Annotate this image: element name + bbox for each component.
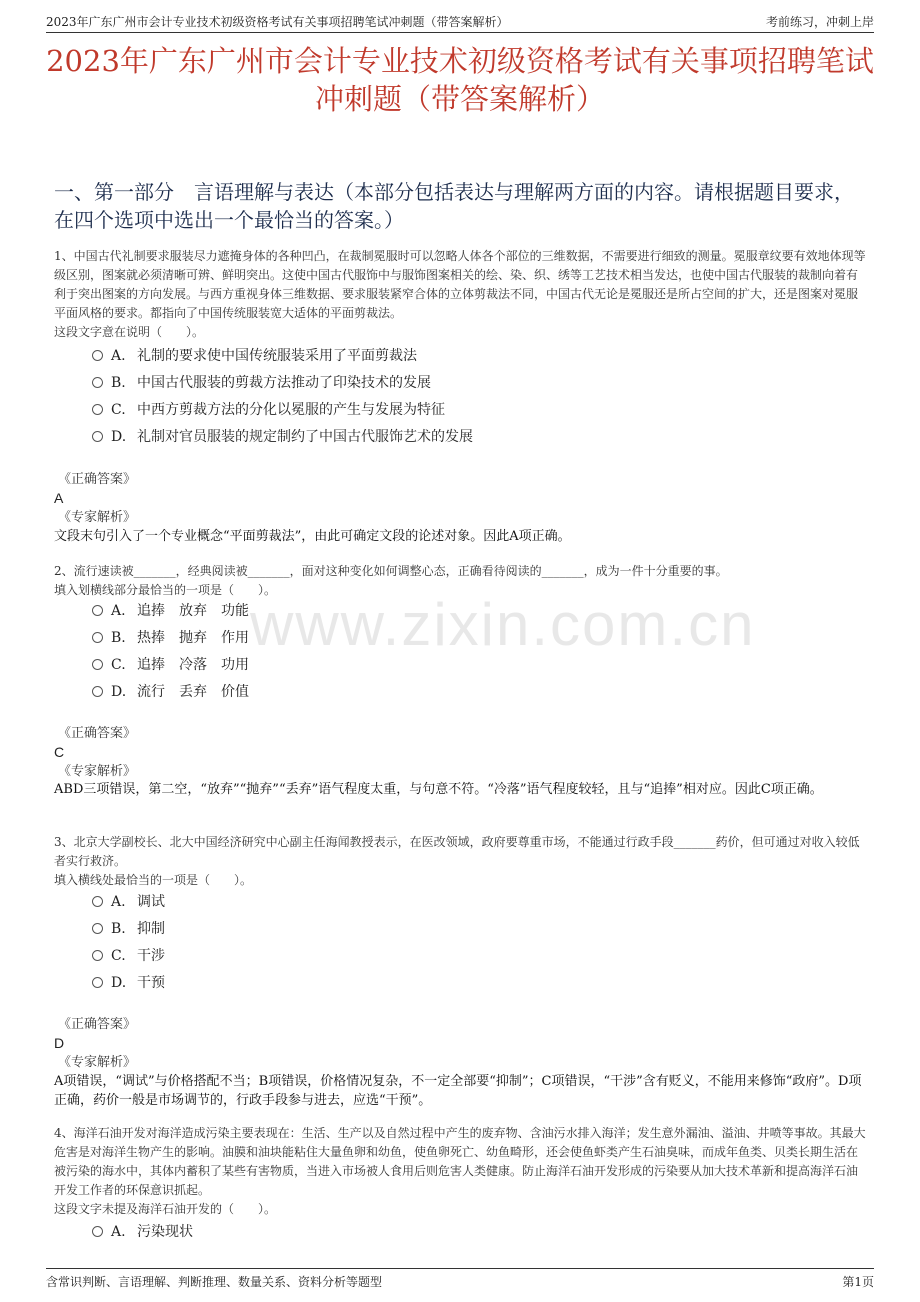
radio-icon[interactable] [92,377,103,388]
radio-icon[interactable] [92,659,103,670]
radio-icon[interactable] [92,1226,103,1237]
question-ask: 这段文字意在说明（ ）。 [54,325,205,339]
radio-icon[interactable] [92,977,103,988]
page-footer [46,1268,874,1291]
option-c[interactable]: C. 干涉 [92,946,165,966]
option-a[interactable]: A. 调试 [92,892,165,912]
radio-icon[interactable] [92,431,103,442]
footer-left: 含常识判断、言语理解、判断推理、数量关系、资料分析等题型 [46,1275,383,1289]
section-heading: 一、第一部分 言语理解与表达（本部分包括表达与理解两方面的内容。请根据题目要求，在四个选项中选出一个最恰当的答案。） [54,180,854,232]
analysis-text: A项错误，“调试”与价格搭配不当；B项错误，价格情况复杂，不一定全部要“抑制”；C项错误，“干涉”含有贬义，不能用来修饰“政府”。D项正确，药价一般是市场调节的，行政手段参与进去，应选“干预”。 [54,1074,862,1108]
question-stem: 1、中国古代礼制要求服装尽力遮掩身体的各种凹凸，在裁制冕服时可以忽略人体各个部位的三维数据，不需要进行细致的测量。冕服章纹要有效地体现等级区别，图案就必须清晰可辨、鲜明突出。这使中国古代服饰中与服饰图案相关的绘、染、织、绣等工艺技术相当发达，也使中国古代服装的裁制向着有利于突出图案的方向发展。与西方重视身体三维数据、要求服装紧窄合体的立体剪裁法不同，中国古代无论是冕服还是所占空间的扩大，还是图案对冕服平面风格的要求。都指向了中国传统服装宽大适体的平面剪裁法。 这段文字意在说明（ ）。 [54,249,866,339]
question-stem: 4、海洋石油开发对海洋造成污染主要表现在：生活、生产以及自然过程中产生的废弃物、含油污水排入海洋；发生意外漏油、溢油、井喷等事故。其最大危害是对海洋生物产生的影响。油膜和油块能粘住大量鱼卵和幼鱼，使鱼卵死亡、幼鱼畸形，还会使鱼虾类产生石油臭味，而成年鱼类、贝类长期生活在被污染的海水中，其体内蓄积了某些有害物质，当进入市场被人食用后则危害人类健康。防止海洋石油开发形成的污染要从加大技术革新和提高海洋石油开发工作者的环保意识抓起。 这段文字未提及海洋石油开发的（ ）。 [54,1126,866,1216]
analysis-label: 《专家解析》 [58,1055,137,1070]
option-a[interactable]: A. 礼制的要求使中国传统服装采用了平面剪裁法 [92,346,417,366]
page-title: 2023年广东广州市会计专业技术初级资格考试有关事项招聘笔试冲刺题（带答案解析） [46,44,874,116]
radio-icon[interactable] [92,923,103,934]
analysis-label: 《专家解析》 [58,764,137,779]
answer-value: C [54,744,65,760]
option-b[interactable]: B. 抑制 [92,919,165,939]
page-number: 第1页 [842,1275,874,1289]
option-d[interactable]: D. 礼制对官员服装的规定制约了中国古代服饰艺术的发展 [92,427,473,447]
radio-icon[interactable] [92,404,103,415]
radio-icon[interactable] [92,350,103,361]
option-a[interactable]: A. 追捧 放弃 功能 [92,601,249,621]
option-d[interactable]: D. 干预 [92,973,165,993]
header-right: 考前练习，冲刺上岸 [765,15,874,29]
answer-value: D [54,1035,65,1051]
question-stem: 3、北京大学副校长、北大中国经济研究中心副主任海闻教授表示，在医改领域，政府要尊重市场，不能通过行政手段_______药价，但可通过对收入较低者实行救济。 填入横线处最恰当的一项是（ ）。 [54,835,860,887]
question-ask: 这段文字未提及海洋石油开发的（ ）。 [54,1202,277,1216]
analysis-text: ABD三项错误，第二空，“放弃”“抛弃”“丢弃”语气程度太重，与句意不符。“冷落”语气程度较轻，且与“追捧”相对应。因此C项正确。 [54,782,823,797]
radio-icon[interactable] [92,632,103,643]
question-ask: 填入划横线部分最恰当的一项是（ ）。 [54,583,277,597]
option-c[interactable]: C. 中西方剪裁方法的分化以冕服的产生与发展为特征 [92,400,445,420]
question-ask: 填入横线处最恰当的一项是（ ）。 [54,873,253,887]
radio-icon[interactable] [92,896,103,907]
radio-icon[interactable] [92,950,103,961]
analysis-label: 《专家解析》 [58,510,137,525]
header-left: 2023年广东广州市会计专业技术初级资格考试有关事项招聘笔试冲刺题（带答案解析） [46,15,509,29]
question-stem: 2、流行速读被_______，经典阅读被_______，面对这种变化如何调整心态，正确看待阅读的_______，成为一件十分重要的事。 填入划横线部分最恰当的一项是（ ）。 [54,564,728,597]
answer-label: 《正确答案》 [58,726,137,741]
option-c[interactable]: C. 追捧 冷落 功用 [92,655,249,675]
watermark: www.zixin.com.cn [250,591,756,658]
option-a[interactable]: A. 污染现状 [92,1222,193,1242]
answer-value: A [54,490,64,506]
radio-icon[interactable] [92,686,103,697]
page-header [46,10,874,33]
analysis-text: 文段末句引入了一个专业概念“平面剪裁法”，由此可确定文段的论述对象。因此A项正确。 [54,529,571,544]
option-d[interactable]: D. 流行 丢弃 价值 [92,682,249,702]
radio-icon[interactable] [92,605,103,616]
answer-label: 《正确答案》 [58,472,137,487]
answer-label: 《正确答案》 [58,1017,137,1032]
option-b[interactable]: B. 热捧 抛弃 作用 [92,628,249,648]
option-b[interactable]: B. 中国古代服装的剪裁方法推动了印染技术的发展 [92,373,431,393]
